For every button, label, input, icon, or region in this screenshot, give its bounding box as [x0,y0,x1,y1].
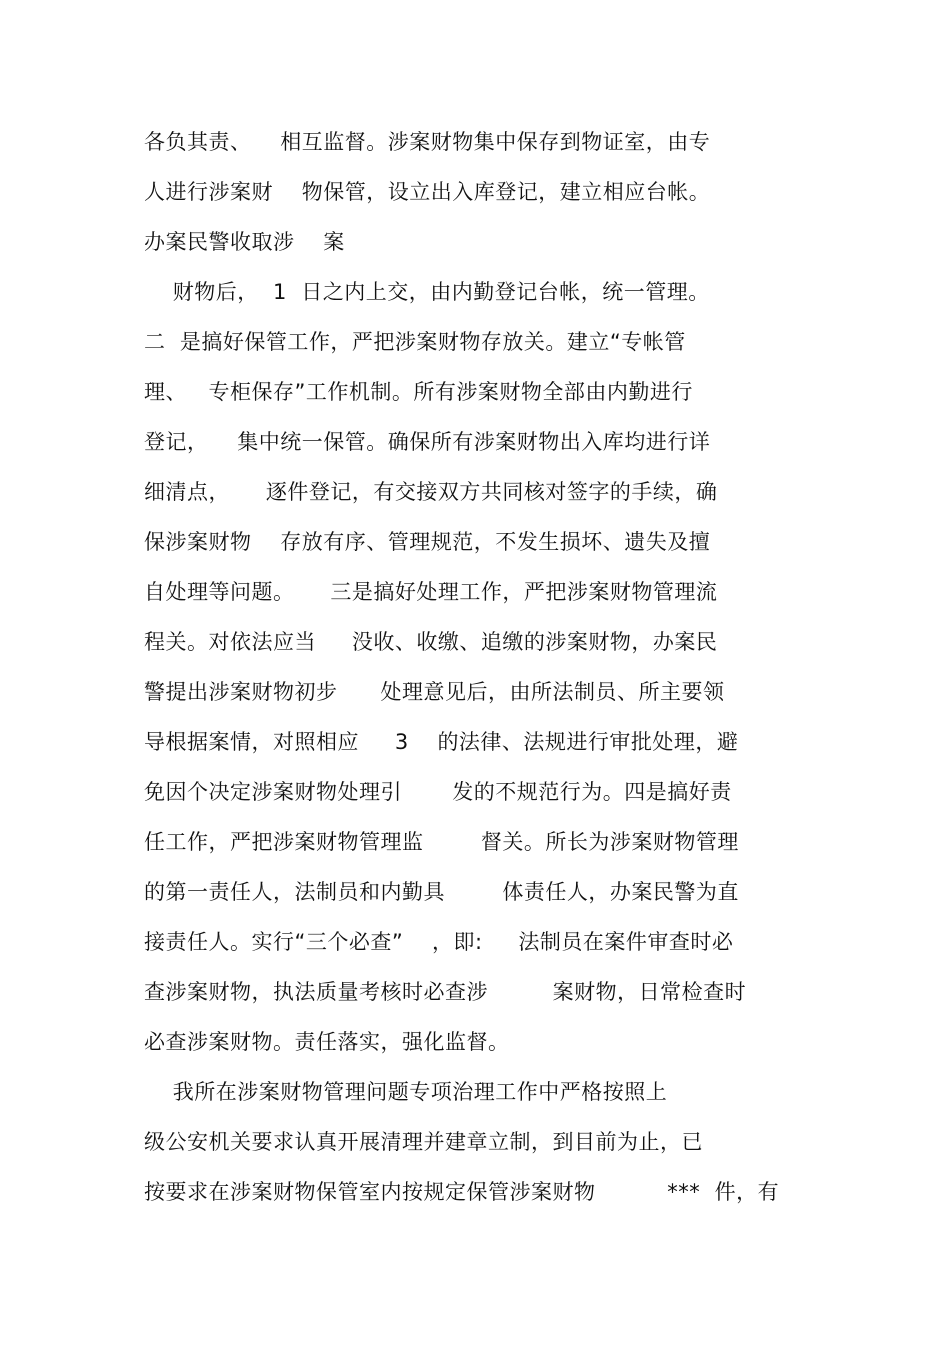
text-line: 自处理等问题。 三是搞好处理工作，严把涉案财物管理流 [144,580,718,604]
text-line: 免因个决定涉案财物处理引 发的不规范行为。四是搞好责 [144,780,732,804]
text-line: 财物后， 1 日之内上交，由内勤登记台帐，统一管理。 [144,280,710,304]
text-line: 接责任人。实行“三个必查” ，即: 法制员在案件审查时必 [144,930,734,954]
text-line: 保涉案财物 存放有序、管理规范，不发生损坏、遗失及擅 [144,530,711,554]
text-line: 导根据案情，对照相应 3 的法律、法规进行审批处理，避 [144,730,739,754]
text-line: 人进行涉案财 物保管，设立出入库登记，建立相应台帐。 [144,180,711,204]
text-line: 警提出涉案财物初步 处理意见后，由所法制员、所主要领 [144,680,725,704]
text-line: 办案民警收取涉 案 [144,230,345,254]
text-line: 细清点， 逐件登记，有交接双方共同核对签字的手续，确 [144,480,718,504]
text-line: 二 是搞好保管工作，严把涉案财物存放关。建立“专帐管 [144,330,686,354]
text-line: 各负其责、 相互监督。涉案财物集中保存到物证室，由专 [144,130,711,154]
text-line: 登记， 集中统一保管。确保所有涉案财物出入库均进行详 [144,430,711,454]
text-line: 我所在涉案财物管理问题专项治理工作中严格按照上 [144,1080,668,1104]
text-line: 按要求在涉案财物保管室内按规定保管涉案财物 *** 件，有 [144,1180,780,1204]
text-line: 程关。对依法应当 没收、收缴、追缴的涉案财物，办案民 [144,630,718,654]
text-line: 查涉案财物，执法质量考核时必查涉 案财物，日常检查时 [144,980,747,1004]
text-line: 必查涉案财物。责任落实，强化监督。 [144,1030,510,1054]
text-line: 任工作，严把涉案财物管理监 督关。所长为涉案财物管理 [144,830,739,854]
text-line: 的第一责任人，法制员和内勤具 体责任人，办案民警为直 [144,880,739,904]
text-line: 级公安机关要求认真开展清理并建章立制，到目前为止，已 [144,1130,703,1154]
text-line: 理、 专柜保存”工作机制。所有涉案财物全部由内勤进行 [144,380,693,404]
